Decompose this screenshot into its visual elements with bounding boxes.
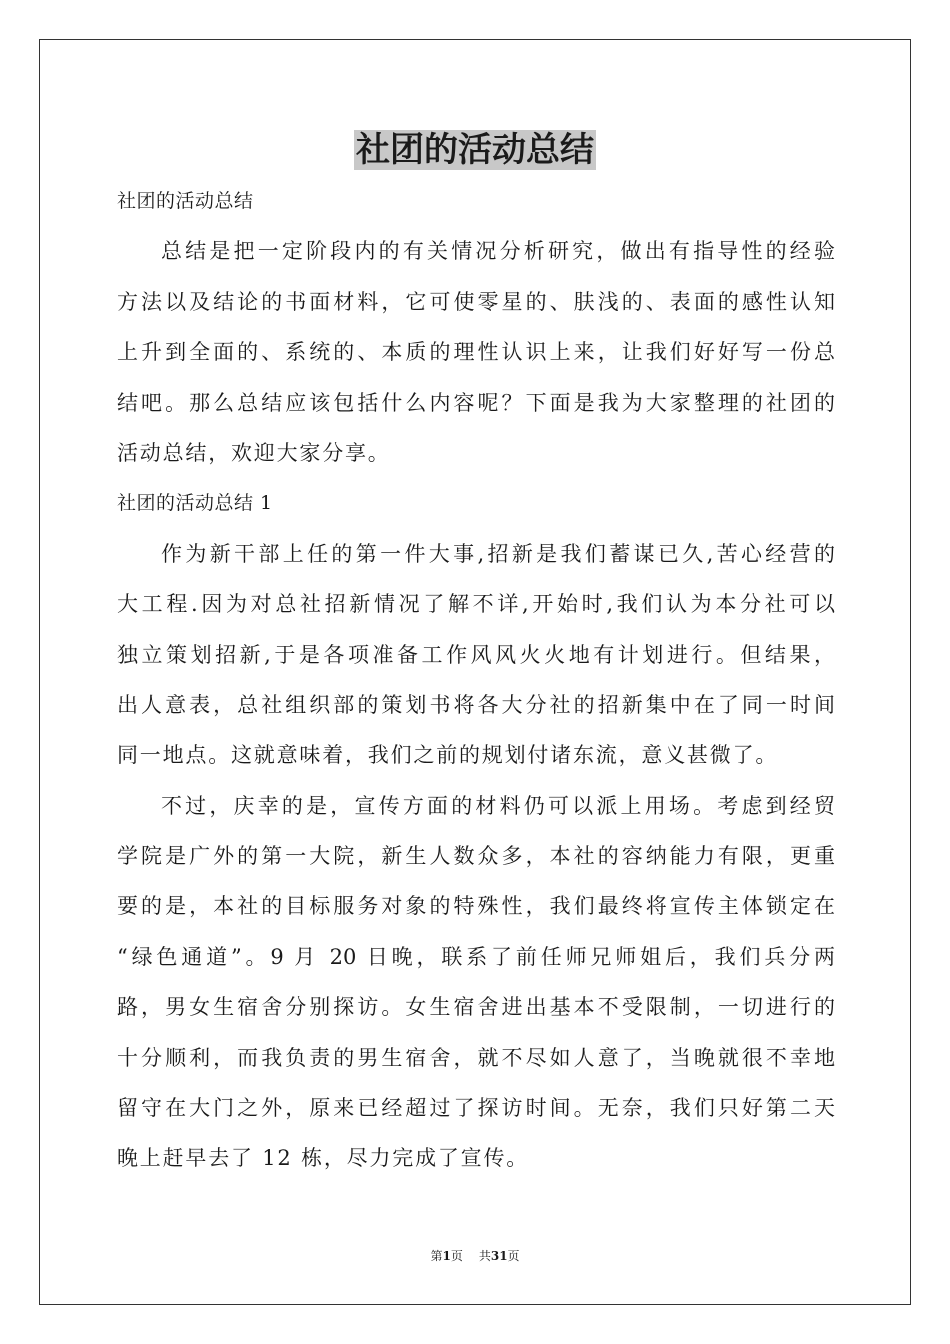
paragraph-line: 同一地点。这就意味着，我们之前的规划付诸东流，意义甚微了。 [117, 743, 779, 768]
page-prefix: 第 [430, 1249, 443, 1263]
paragraph-line: “绿色通道”。9 月 20 日晚，联系了前任师兄师姐后，我们兵分两 [117, 944, 835, 969]
total-suffix: 页 [507, 1249, 520, 1263]
total-prefix: 共 [478, 1249, 491, 1263]
paragraph-line: 活动总结，欢迎大家分享。 [117, 440, 391, 465]
paragraph-line: 十分顺利，而我负责的男生宿舍，就不尽如人意了，当晚就很不幸地 [117, 1045, 835, 1070]
paragraph-line: 独立策划招新,于是各项准备工作风风火火地有计划进行。但结果， [117, 642, 835, 667]
paragraph-line: 晚上赶早去了 12 栋，尽力完成了宣传。 [117, 1146, 530, 1171]
paragraph-line: 学院是广外的第一大院，新生人数众多，本社的容纳能力有限，更重 [117, 844, 835, 869]
paragraph-line: 留守在大门之外，原来已经超过了探访时间。无奈，我们只好第二天 [117, 1096, 835, 1121]
paragraph-line: 总结是把一定阶段内的有关情况分析研究，做出有指导性的经验 [161, 239, 835, 264]
paragraph-line: 方法以及结论的书面材料，它可使零星的、肤浅的、表面的感性认知 [117, 289, 835, 314]
paragraph-line: 结吧。那么总结应该包括什么内容呢？下面是我为大家整理的社团的 [117, 390, 835, 415]
page-footer [0, 1248, 950, 1264]
total-pages: 31 [490, 1249, 508, 1263]
paragraph-line: 出人意表，总社组织部的策划书将各大分社的招新集中在了同一时间 [117, 692, 835, 717]
paragraph-line: 作为新干部上任的第一件大事,招新是我们蓄谋已久,苦心经营的 [161, 541, 835, 566]
paragraph-line: 路，男女生宿舍分别探访。女生宿舍进出基本不受限制，一切进行的 [117, 995, 835, 1020]
page-suffix: 页 [450, 1249, 463, 1263]
document-body [117, 176, 835, 1184]
paragraph-line: 不过，庆幸的是，宣传方面的材料仍可以派上用场。考虑到经贸 [161, 793, 835, 818]
document-title-text: 社团的活动总结 [356, 130, 594, 170]
section-heading: 社团的活动总结 1 [117, 492, 273, 515]
paragraph-line: 要的是，本社的目标服务对象的特殊性，我们最终将宣传主体锁定在 [117, 894, 835, 919]
page-number: 1 [442, 1249, 451, 1263]
section-heading: 社团的活动总结 [117, 190, 254, 212]
paragraph-line: 上升到全面的、系统的、本质的理性认识上来，让我们好好写一份总 [117, 340, 835, 365]
document-title [0, 128, 950, 172]
paragraph-line: 大工程.因为对总社招新情况了解不详,开始时,我们认为本分社可以 [117, 592, 835, 617]
